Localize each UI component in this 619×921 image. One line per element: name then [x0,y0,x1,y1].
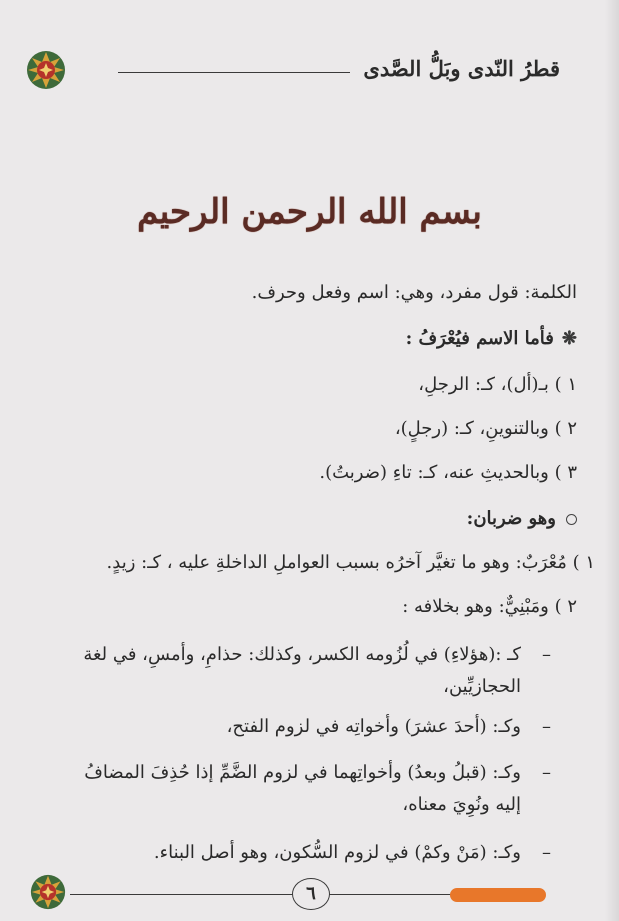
page-edge-shade [605,0,619,921]
star-bullet-icon: ❋ [561,328,577,349]
types-heading-line [28,508,577,530]
example-3-continuation [28,794,521,816]
type-1-text: ١ ) مُعْرَبٌ: وهو ما تغيَّر آخرُه بسبب العواملِ الداخلةِ عليه ، كـ: زيدٍ. [106,552,595,573]
example-4-line [28,842,551,864]
basmala-calligraphy [0,192,619,232]
definition-text: الكلمة: قول مفرد، وهي: اسم وفعل وحرف. [251,282,577,303]
example-4-text: وكـ: (مَنْ وكمْ) في لزوم السُّكون، وهو أصل البناء. [153,842,521,863]
example-3-text: وكـ: (قبلُ وبعدُ) وأخواتِهما في لزوم الضَّمِّ إذا حُذِفَ المضافُ [84,762,521,783]
page-footer [30,878,549,914]
dash-bullet: – [542,716,551,737]
page-number: ٦ [292,878,330,910]
type-1-line [28,552,595,574]
noun-heading-text: فأما الاسم فيُعْرَفُ : [405,328,554,349]
noun-sign-3-text: ٣ ) وبالحديثِ عنه، كـ: تاءِ (ضربتُ). [319,462,577,483]
example-1-text: كـ :(هؤلاءِ) في لُزُومه الكسر، وكذلك: حذامِ، وأمسِ، في لغة [83,644,521,665]
noun-sign-1 [28,374,577,396]
type-2-text: ٢ ) ومَبْنِيٌّ: وهو بخلافه : [402,596,577,617]
noun-sign-1-text: ١ ) بـ(أل)، كـ: الرجلِ، [418,374,577,395]
footer-accent-bar [450,888,546,902]
noun-sign-2-text: ٢ ) وبالتنوينِ، كـ: (رجلٍ)، [394,418,577,439]
definition-line [28,282,577,304]
types-heading-text: وهو ضربان: [466,508,556,529]
rosette-ornament-icon [30,874,66,910]
noun-sign-2 [28,418,577,440]
example-2-text: وكـ: (أحدَ عشرَ) وأخواتِه في لزوم الفتح، [226,716,521,737]
header-rule [118,72,350,73]
dash-bullet: – [542,842,551,863]
example-1-continuation-text: الحجازيِّين، [443,676,521,697]
example-2-line [28,716,551,738]
example-1-line [28,644,551,666]
noun-sign-3 [28,462,577,484]
noun-heading-line [28,328,577,350]
circle-bullet-icon [566,514,577,525]
example-3-line [28,762,551,784]
header-title: قطرُ النّدى وبَلُّ الصَّدى [363,56,560,81]
type-2-line [28,596,577,618]
basmala-text: بسم الله الرحمن الرحيم [137,192,482,232]
example-3-continuation-text: إليه ونُوِيَ معناه، [402,794,521,815]
rosette-ornament-icon [26,50,66,90]
running-header [30,52,560,92]
dash-bullet: – [542,644,551,665]
example-1-continuation [28,676,521,698]
dash-bullet: – [542,762,551,783]
